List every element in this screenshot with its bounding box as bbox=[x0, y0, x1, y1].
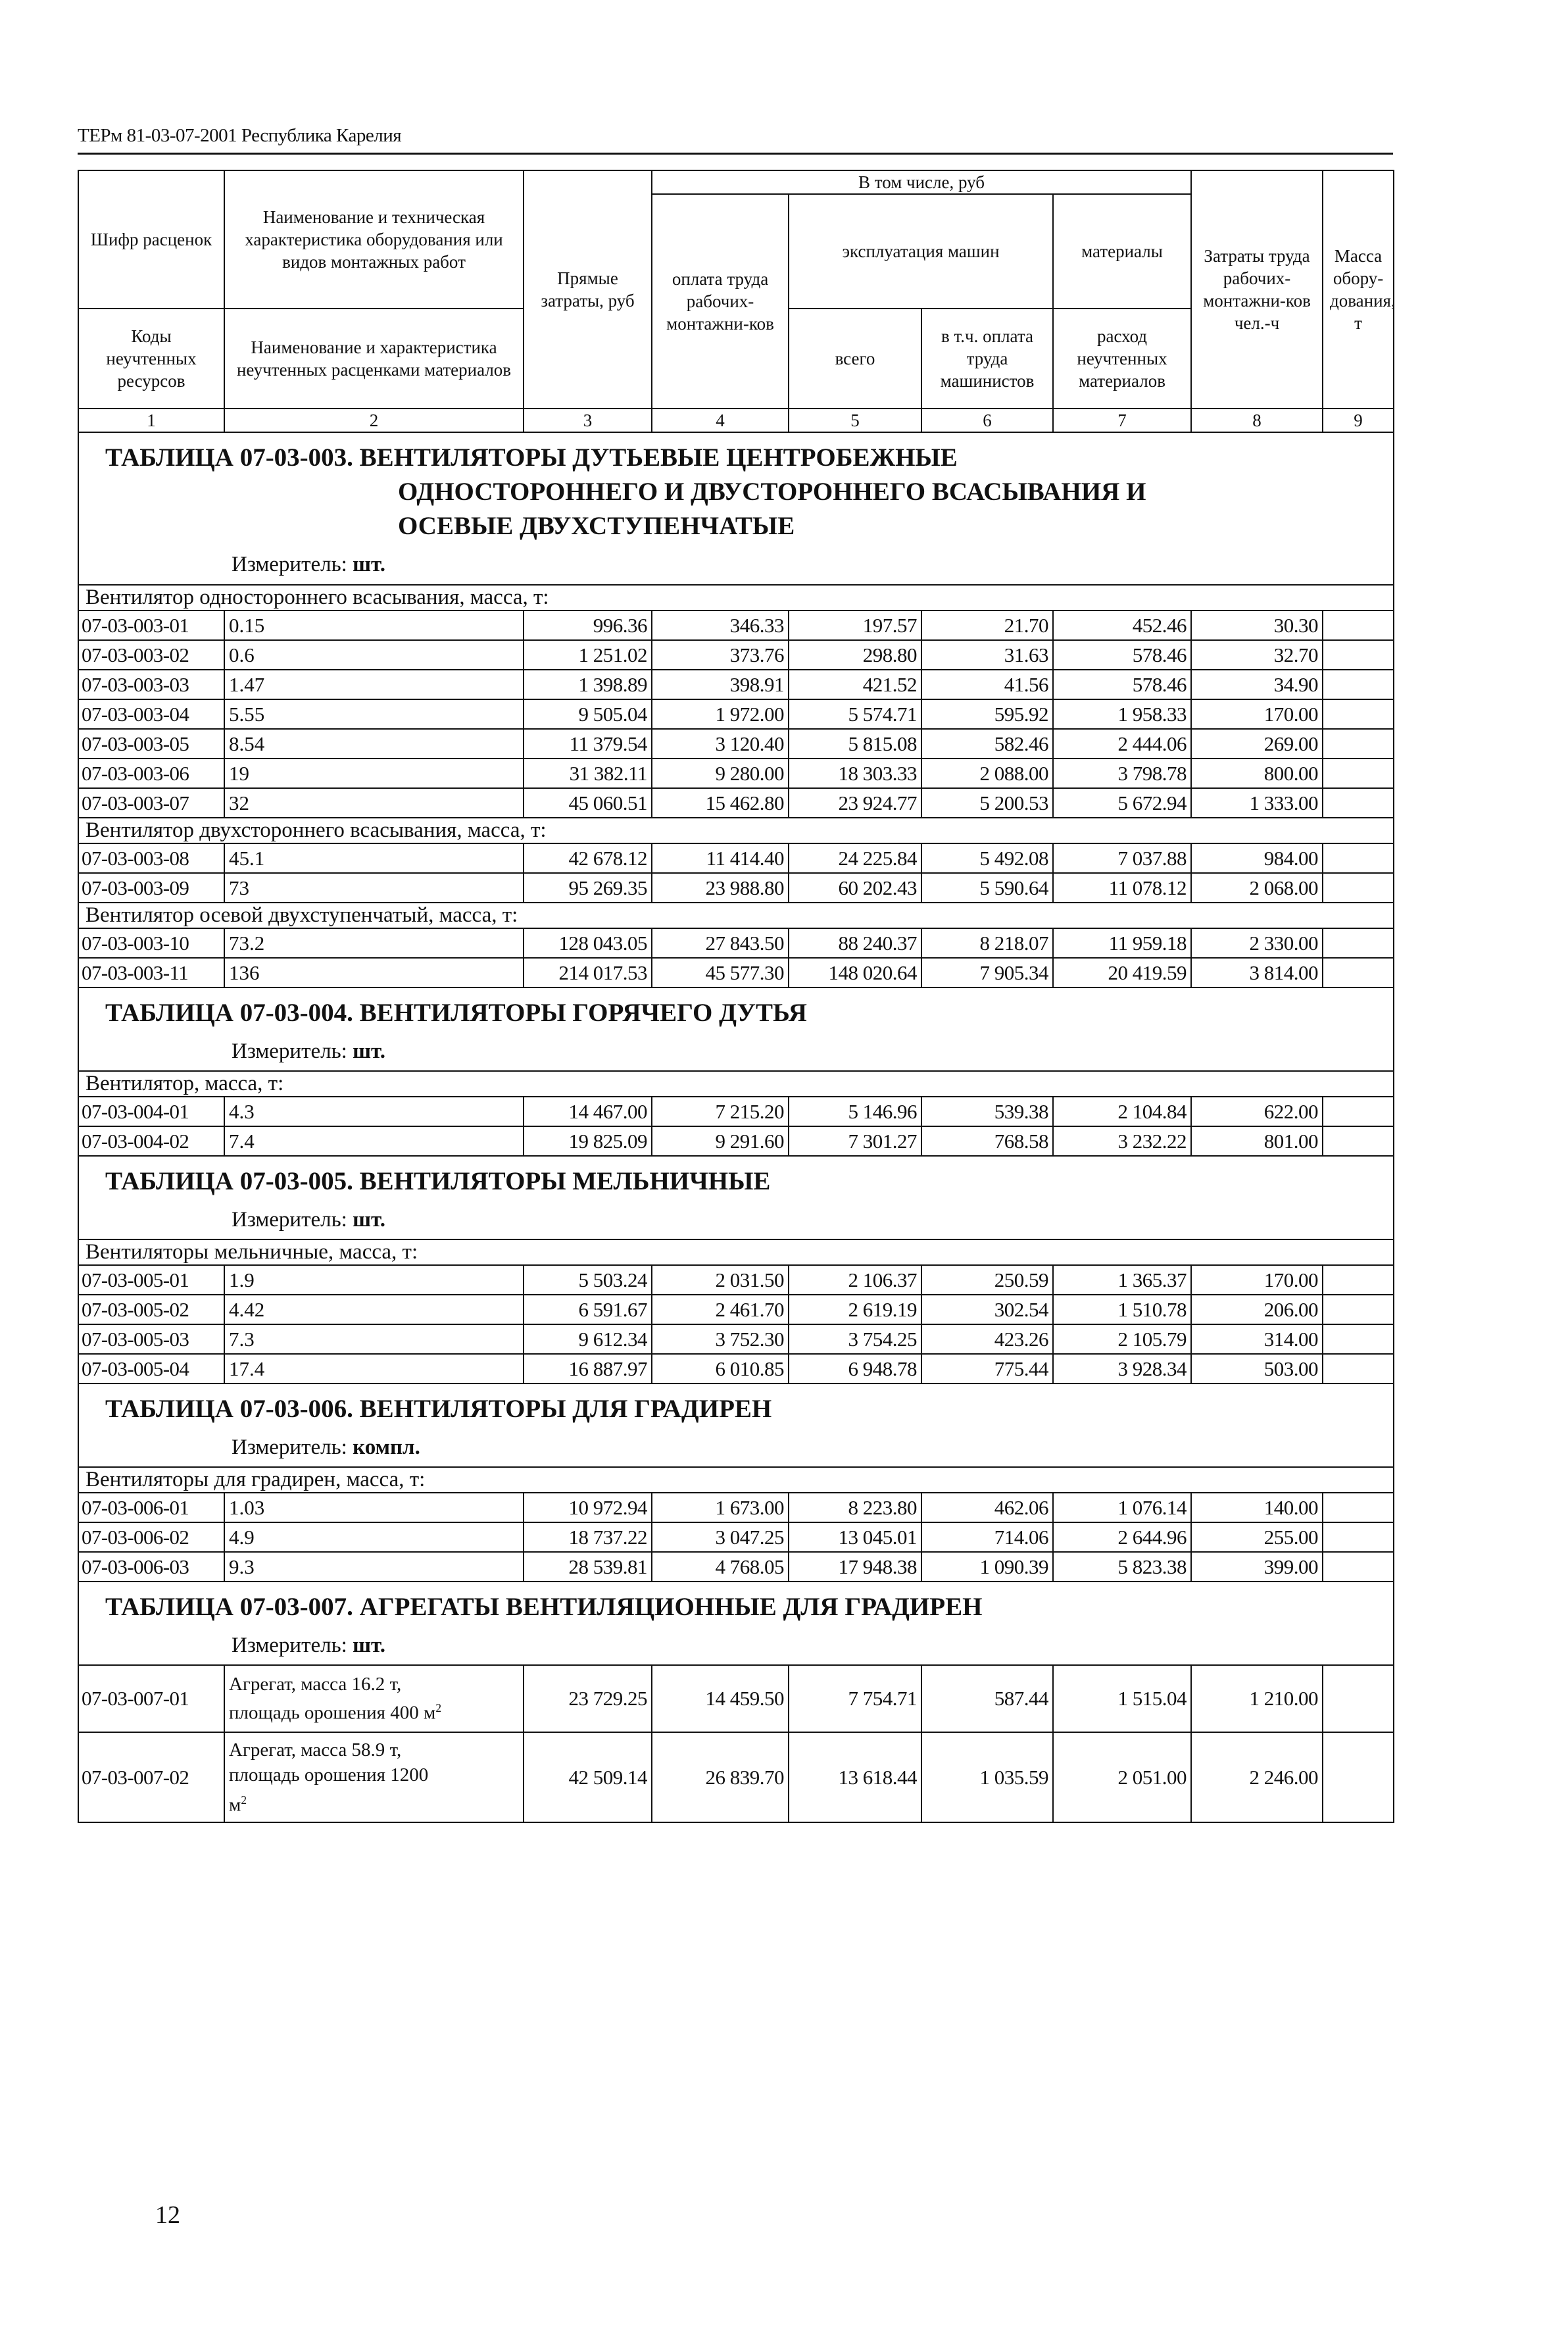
rate-value: 2 104.84 bbox=[1053, 1097, 1191, 1126]
rate-code: 07-03-007-01 bbox=[78, 1665, 224, 1732]
rate-description: 1.47 bbox=[224, 670, 524, 699]
rate-value: 800.00 bbox=[1191, 759, 1323, 788]
page-number: 12 bbox=[155, 2201, 180, 2229]
rate-value: 31.63 bbox=[921, 640, 1053, 670]
rate-code: 07-03-006-01 bbox=[78, 1493, 224, 1522]
table-title-block bbox=[78, 432, 1394, 585]
header-rule bbox=[78, 153, 1393, 155]
rate-value: 1 365.37 bbox=[1053, 1265, 1191, 1295]
rate-value: 3 752.30 bbox=[652, 1324, 789, 1354]
rate-value: 3 798.78 bbox=[1053, 759, 1191, 788]
measure-unit: Измеритель: шт. bbox=[232, 1634, 385, 1657]
rate-code: 07-03-004-01 bbox=[78, 1097, 224, 1126]
column-number: 1 bbox=[78, 409, 224, 432]
rate-code: 07-03-003-08 bbox=[78, 843, 224, 873]
rate-value: 20 419.59 bbox=[1053, 958, 1191, 987]
measure-unit: Измеритель: шт. bbox=[232, 553, 385, 576]
table-row bbox=[78, 788, 1394, 818]
header-materials: материалы bbox=[1053, 194, 1191, 309]
rate-value: 503.00 bbox=[1191, 1354, 1323, 1384]
rate-value: 2 106.37 bbox=[789, 1265, 921, 1295]
rate-description: 0.6 bbox=[224, 640, 524, 670]
rate-value bbox=[1323, 759, 1394, 788]
header-unaccounted-materials: Наименование и характеристика неучтенных расценками материалов bbox=[224, 309, 524, 409]
rate-value: 9 505.04 bbox=[524, 699, 652, 729]
rate-code: 07-03-003-05 bbox=[78, 729, 224, 759]
table-row bbox=[78, 1552, 1394, 1582]
rate-value: 2 644.96 bbox=[1053, 1522, 1191, 1552]
rate-description: 4.3 bbox=[224, 1097, 524, 1126]
rate-value: 3 814.00 bbox=[1191, 958, 1323, 987]
header-code: Шифр расценок bbox=[78, 170, 224, 309]
rate-value bbox=[1323, 1097, 1394, 1126]
rate-value bbox=[1323, 670, 1394, 699]
rate-value: 14 467.00 bbox=[524, 1097, 652, 1126]
rate-value: 2 330.00 bbox=[1191, 928, 1323, 958]
rate-value: 582.46 bbox=[921, 729, 1053, 759]
table-row bbox=[78, 670, 1394, 699]
rate-value: 578.46 bbox=[1053, 640, 1191, 670]
rate-value: 88 240.37 bbox=[789, 928, 921, 958]
rate-value: 8 223.80 bbox=[789, 1493, 921, 1522]
group-label: Вентиляторы для градирен, масса, т: bbox=[78, 1467, 1394, 1493]
column-number: 6 bbox=[921, 409, 1053, 432]
rate-code: 07-03-007-02 bbox=[78, 1732, 224, 1822]
group-label: Вентилятор двухстороннего всасывания, масса, т: bbox=[78, 818, 1394, 843]
rate-value: 11 078.12 bbox=[1053, 873, 1191, 903]
rate-value: 1 090.39 bbox=[921, 1552, 1053, 1582]
rate-value: 2 088.00 bbox=[921, 759, 1053, 788]
column-number: 5 bbox=[789, 409, 921, 432]
rate-code: 07-03-003-07 bbox=[78, 788, 224, 818]
rate-value: 11 414.40 bbox=[652, 843, 789, 873]
rate-value: 452.46 bbox=[1053, 611, 1191, 640]
rate-value: 1 510.78 bbox=[1053, 1295, 1191, 1324]
rate-value: 32.70 bbox=[1191, 640, 1323, 670]
rate-description: 73.2 bbox=[224, 928, 524, 958]
rate-value bbox=[1323, 1552, 1394, 1582]
rate-value bbox=[1323, 729, 1394, 759]
header-machines: эксплуатация машин bbox=[789, 194, 1053, 309]
column-number: 7 bbox=[1053, 409, 1191, 432]
header-machinist-pay: в т.ч. оплата труда машинистов bbox=[921, 309, 1053, 409]
measure-unit: Измеритель: компл. bbox=[232, 1435, 420, 1459]
rate-description: 9.3 bbox=[224, 1552, 524, 1582]
rate-code: 07-03-003-09 bbox=[78, 873, 224, 903]
rate-value: 1 251.02 bbox=[524, 640, 652, 670]
table-title: ТАБЛИЦА 07-03-003. ВЕНТИЛЯТОРЫ ДУТЬЕВЫЕ ЦЕНТРОБЕЖНЫЕ ОДНОСТОРОННЕГО И ДВУСТОРОННЕГО ВСАСЫВАНИЯ И ОСЕВЫЕ ДВУХСТУПЕНЧАТЫЕ bbox=[105, 443, 1146, 540]
rate-value: 2 461.70 bbox=[652, 1295, 789, 1324]
table-row bbox=[78, 958, 1394, 987]
rate-code: 07-03-003-06 bbox=[78, 759, 224, 788]
table-row bbox=[78, 729, 1394, 759]
rate-description: 4.42 bbox=[224, 1295, 524, 1324]
rate-code: 07-03-004-02 bbox=[78, 1126, 224, 1156]
rate-value: 23 729.25 bbox=[524, 1665, 652, 1732]
table-row bbox=[78, 1354, 1394, 1384]
rate-value: 255.00 bbox=[1191, 1522, 1323, 1552]
rate-value: 10 972.94 bbox=[524, 1493, 652, 1522]
rate-value: 1 673.00 bbox=[652, 1493, 789, 1522]
column-number: 9 bbox=[1323, 409, 1394, 432]
rate-value: 3 232.22 bbox=[1053, 1126, 1191, 1156]
rate-value: 3 120.40 bbox=[652, 729, 789, 759]
rate-value: 45 577.30 bbox=[652, 958, 789, 987]
rate-description: 32 bbox=[224, 788, 524, 818]
rate-value: 128 043.05 bbox=[524, 928, 652, 958]
rate-value bbox=[1323, 928, 1394, 958]
rate-code: 07-03-003-02 bbox=[78, 640, 224, 670]
column-number: 2 bbox=[224, 409, 524, 432]
rate-value bbox=[1323, 1295, 1394, 1324]
table-row bbox=[78, 1522, 1394, 1552]
rate-value: 206.00 bbox=[1191, 1295, 1323, 1324]
rates-table bbox=[78, 170, 1394, 1823]
table-row bbox=[78, 928, 1394, 958]
rate-value: 42 678.12 bbox=[524, 843, 652, 873]
rate-value: 1 333.00 bbox=[1191, 788, 1323, 818]
rate-code: 07-03-005-04 bbox=[78, 1354, 224, 1384]
rate-value: 423.26 bbox=[921, 1324, 1053, 1354]
rate-value bbox=[1323, 788, 1394, 818]
rate-value: 5 492.08 bbox=[921, 843, 1053, 873]
header-labor-hours: Затраты труда рабочих-монтажни-ков чел.-ч bbox=[1191, 170, 1323, 409]
rate-description: 5.55 bbox=[224, 699, 524, 729]
rate-value: 5 672.94 bbox=[1053, 788, 1191, 818]
column-number: 3 bbox=[524, 409, 652, 432]
rate-value: 714.06 bbox=[921, 1522, 1053, 1552]
rate-value: 2 444.06 bbox=[1053, 729, 1191, 759]
rate-value bbox=[1323, 958, 1394, 987]
rate-value bbox=[1323, 1265, 1394, 1295]
table-title: ТАБЛИЦА 07-03-007. АГРЕГАТЫ ВЕНТИЛЯЦИОННЫЕ ДЛЯ ГРАДИРЕН bbox=[105, 1593, 983, 1621]
rate-value bbox=[1323, 611, 1394, 640]
measure-unit: Измеритель: шт. bbox=[232, 1039, 385, 1063]
header-equipment-mass: Масса обору-дования, т bbox=[1323, 170, 1394, 409]
table-title: ТАБЛИЦА 07-03-006. ВЕНТИЛЯТОРЫ ДЛЯ ГРАДИРЕН bbox=[105, 1395, 772, 1423]
rate-value: 2 619.19 bbox=[789, 1295, 921, 1324]
rate-value bbox=[1323, 640, 1394, 670]
rate-code: 07-03-003-04 bbox=[78, 699, 224, 729]
rate-value: 5 503.24 bbox=[524, 1265, 652, 1295]
table-row bbox=[78, 640, 1394, 670]
rate-value: 1 972.00 bbox=[652, 699, 789, 729]
rate-value: 7 754.71 bbox=[789, 1665, 921, 1732]
rate-value: 2 105.79 bbox=[1053, 1324, 1191, 1354]
rate-value: 539.38 bbox=[921, 1097, 1053, 1126]
rate-value: 7 215.20 bbox=[652, 1097, 789, 1126]
rate-value: 1 076.14 bbox=[1053, 1493, 1191, 1522]
rate-value: 15 462.80 bbox=[652, 788, 789, 818]
table-row bbox=[78, 1295, 1394, 1324]
table-row bbox=[78, 1665, 1394, 1732]
rate-value: 2 031.50 bbox=[652, 1265, 789, 1295]
measure-unit: Измеритель: шт. bbox=[232, 1208, 385, 1232]
table-title-block bbox=[78, 1582, 1394, 1665]
table-row bbox=[78, 1265, 1394, 1295]
rate-value: 398.91 bbox=[652, 670, 789, 699]
table-title-block bbox=[78, 987, 1394, 1071]
rate-value: 250.59 bbox=[921, 1265, 1053, 1295]
table-row bbox=[78, 873, 1394, 903]
rate-value: 5 823.38 bbox=[1053, 1552, 1191, 1582]
rate-value: 2 246.00 bbox=[1191, 1732, 1323, 1822]
rate-value bbox=[1323, 1354, 1394, 1384]
rate-value: 24 225.84 bbox=[789, 843, 921, 873]
rate-value: 214 017.53 bbox=[524, 958, 652, 987]
rate-value: 18 737.22 bbox=[524, 1522, 652, 1552]
group-label: Вентилятор одностороннего всасывания, масса, т: bbox=[78, 585, 1394, 611]
rate-value: 2 051.00 bbox=[1053, 1732, 1191, 1822]
rate-value: 34.90 bbox=[1191, 670, 1323, 699]
rate-value: 23 924.77 bbox=[789, 788, 921, 818]
header-including: В том числе, руб bbox=[652, 170, 1191, 194]
rate-value: 9 612.34 bbox=[524, 1324, 652, 1354]
table-title: ТАБЛИЦА 07-03-005. ВЕНТИЛЯТОРЫ МЕЛЬНИЧНЫЕ bbox=[105, 1167, 771, 1195]
rate-value: 5 574.71 bbox=[789, 699, 921, 729]
group-label: Вентилятор осевой двухступенчатый, масса, т: bbox=[78, 903, 1394, 928]
rate-value: 7 301.27 bbox=[789, 1126, 921, 1156]
rate-value: 13 045.01 bbox=[789, 1522, 921, 1552]
column-number: 4 bbox=[652, 409, 789, 432]
document-header: ТЕРм 81-03-07-2001 Республика Карелия bbox=[78, 125, 402, 146]
table-row bbox=[78, 1493, 1394, 1522]
header-direct-costs: Прямые затраты, руб bbox=[524, 170, 652, 409]
rate-value: 7 905.34 bbox=[921, 958, 1053, 987]
rate-value: 768.58 bbox=[921, 1126, 1053, 1156]
rate-value: 8 218.07 bbox=[921, 928, 1053, 958]
rate-description: 1.03 bbox=[224, 1493, 524, 1522]
rate-value: 1 398.89 bbox=[524, 670, 652, 699]
rate-value: 14 459.50 bbox=[652, 1665, 789, 1732]
rate-value: 587.44 bbox=[921, 1665, 1053, 1732]
rate-value: 31 382.11 bbox=[524, 759, 652, 788]
rate-value: 140.00 bbox=[1191, 1493, 1323, 1522]
rate-value: 298.80 bbox=[789, 640, 921, 670]
header-name: Наименование и техническая характеристика оборудования или видов монтажных работ bbox=[224, 170, 524, 309]
table-row bbox=[78, 611, 1394, 640]
rate-value: 45 060.51 bbox=[524, 788, 652, 818]
rate-description: 73 bbox=[224, 873, 524, 903]
header-materials-consumption: расход неучтенных материалов bbox=[1053, 309, 1191, 409]
header-labor-pay: оплата труда рабочих-монтажни-ков bbox=[652, 194, 789, 409]
rate-value bbox=[1323, 1665, 1394, 1732]
rate-description: 8.54 bbox=[224, 729, 524, 759]
rate-description: 45.1 bbox=[224, 843, 524, 873]
rate-description: 17.4 bbox=[224, 1354, 524, 1384]
rate-value: 5 146.96 bbox=[789, 1097, 921, 1126]
rate-value bbox=[1323, 1522, 1394, 1552]
rate-value: 42 509.14 bbox=[524, 1732, 652, 1822]
rate-description: 4.9 bbox=[224, 1522, 524, 1552]
rate-code: 07-03-003-03 bbox=[78, 670, 224, 699]
rate-code: 07-03-003-10 bbox=[78, 928, 224, 958]
rate-value: 373.76 bbox=[652, 640, 789, 670]
rate-description: 136 bbox=[224, 958, 524, 987]
rate-description: 19 bbox=[224, 759, 524, 788]
table-row bbox=[78, 1732, 1394, 1822]
rate-value: 95 269.35 bbox=[524, 873, 652, 903]
rate-value: 41.56 bbox=[921, 670, 1053, 699]
rate-value: 578.46 bbox=[1053, 670, 1191, 699]
rate-value: 28 539.81 bbox=[524, 1552, 652, 1582]
rate-description: 1.9 bbox=[224, 1265, 524, 1295]
rate-value: 170.00 bbox=[1191, 1265, 1323, 1295]
rate-value: 6 010.85 bbox=[652, 1354, 789, 1384]
rate-code: 07-03-006-02 bbox=[78, 1522, 224, 1552]
rate-value: 3 928.34 bbox=[1053, 1354, 1191, 1384]
rate-value bbox=[1323, 1324, 1394, 1354]
rate-value: 4 768.05 bbox=[652, 1552, 789, 1582]
rate-value bbox=[1323, 873, 1394, 903]
rate-description: Агрегат, масса 58.9 т, площадь орошения 1200 $м^2$ bbox=[224, 1732, 524, 1822]
table-row bbox=[78, 843, 1394, 873]
rate-value: 170.00 bbox=[1191, 699, 1323, 729]
rate-value: 462.06 bbox=[921, 1493, 1053, 1522]
table-row bbox=[78, 1324, 1394, 1354]
table-title: ТАБЛИЦА 07-03-004. ВЕНТИЛЯТОРЫ ГОРЯЧЕГО ДУТЬЯ bbox=[105, 999, 807, 1027]
rate-value: 1 035.59 bbox=[921, 1732, 1053, 1822]
rate-value: 23 988.80 bbox=[652, 873, 789, 903]
rate-value: 6 591.67 bbox=[524, 1295, 652, 1324]
rate-value: 60 202.43 bbox=[789, 873, 921, 903]
rate-value: 9 291.60 bbox=[652, 1126, 789, 1156]
rate-value: 13 618.44 bbox=[789, 1732, 921, 1822]
rate-value: 5 815.08 bbox=[789, 729, 921, 759]
rate-code: 07-03-003-11 bbox=[78, 958, 224, 987]
rate-value: 17 948.38 bbox=[789, 1552, 921, 1582]
rate-value: 6 948.78 bbox=[789, 1354, 921, 1384]
table-title-block bbox=[78, 1384, 1394, 1467]
rate-value: 1 210.00 bbox=[1191, 1665, 1323, 1732]
rate-code: 07-03-003-01 bbox=[78, 611, 224, 640]
table-row bbox=[78, 1126, 1394, 1156]
rate-value: 11 959.18 bbox=[1053, 928, 1191, 958]
rate-value: 1 958.33 bbox=[1053, 699, 1191, 729]
rate-value: 996.36 bbox=[524, 611, 652, 640]
rate-value: 2 068.00 bbox=[1191, 873, 1323, 903]
rate-description: 7.3 bbox=[224, 1324, 524, 1354]
rate-value: 775.44 bbox=[921, 1354, 1053, 1384]
rate-code: 07-03-005-01 bbox=[78, 1265, 224, 1295]
rate-value bbox=[1323, 1126, 1394, 1156]
rate-value: 984.00 bbox=[1191, 843, 1323, 873]
rate-value: 346.33 bbox=[652, 611, 789, 640]
rate-value: 801.00 bbox=[1191, 1126, 1323, 1156]
rate-value bbox=[1323, 843, 1394, 873]
rate-value: 314.00 bbox=[1191, 1324, 1323, 1354]
rate-value bbox=[1323, 1493, 1394, 1522]
rate-value: 7 037.88 bbox=[1053, 843, 1191, 873]
table-row bbox=[78, 699, 1394, 729]
rate-value: 269.00 bbox=[1191, 729, 1323, 759]
group-label: Вентиляторы мельничные, масса, т: bbox=[78, 1239, 1394, 1265]
rate-value: 26 839.70 bbox=[652, 1732, 789, 1822]
rate-description: Агрегат, масса 16.2 т, площадь орошения 400 $м^2$ bbox=[224, 1665, 524, 1732]
rate-value: 148 020.64 bbox=[789, 958, 921, 987]
rate-value: 30.30 bbox=[1191, 611, 1323, 640]
rate-value: 1 515.04 bbox=[1053, 1665, 1191, 1732]
rate-value: 16 887.97 bbox=[524, 1354, 652, 1384]
rate-value: 9 280.00 bbox=[652, 759, 789, 788]
header-machines-total: всего bbox=[789, 309, 921, 409]
rate-description: 0.15 bbox=[224, 611, 524, 640]
rate-value bbox=[1323, 1732, 1394, 1822]
rate-value: 302.54 bbox=[921, 1295, 1053, 1324]
rate-value: 21.70 bbox=[921, 611, 1053, 640]
rate-value: 18 303.33 bbox=[789, 759, 921, 788]
rate-value: 3 047.25 bbox=[652, 1522, 789, 1552]
rate-value: 11 379.54 bbox=[524, 729, 652, 759]
rate-value: 197.57 bbox=[789, 611, 921, 640]
rate-value: 622.00 bbox=[1191, 1097, 1323, 1126]
header-unaccounted-codes: Коды неучтенных ресурсов bbox=[78, 309, 224, 409]
rate-value bbox=[1323, 699, 1394, 729]
rate-code: 07-03-006-03 bbox=[78, 1552, 224, 1582]
rate-value: 19 825.09 bbox=[524, 1126, 652, 1156]
rate-code: 07-03-005-03 bbox=[78, 1324, 224, 1354]
rate-value: 5 200.53 bbox=[921, 788, 1053, 818]
rate-value: 595.92 bbox=[921, 699, 1053, 729]
table-title-block bbox=[78, 1156, 1394, 1239]
rate-value: 3 754.25 bbox=[789, 1324, 921, 1354]
table-row bbox=[78, 759, 1394, 788]
rate-description: 7.4 bbox=[224, 1126, 524, 1156]
rate-value: 421.52 bbox=[789, 670, 921, 699]
table-row bbox=[78, 1097, 1394, 1126]
rate-value: 5 590.64 bbox=[921, 873, 1053, 903]
rate-value: 399.00 bbox=[1191, 1552, 1323, 1582]
group-label: Вентилятор, масса, т: bbox=[78, 1071, 1394, 1097]
rate-code: 07-03-005-02 bbox=[78, 1295, 224, 1324]
column-number: 8 bbox=[1191, 409, 1323, 432]
rate-value: 27 843.50 bbox=[652, 928, 789, 958]
